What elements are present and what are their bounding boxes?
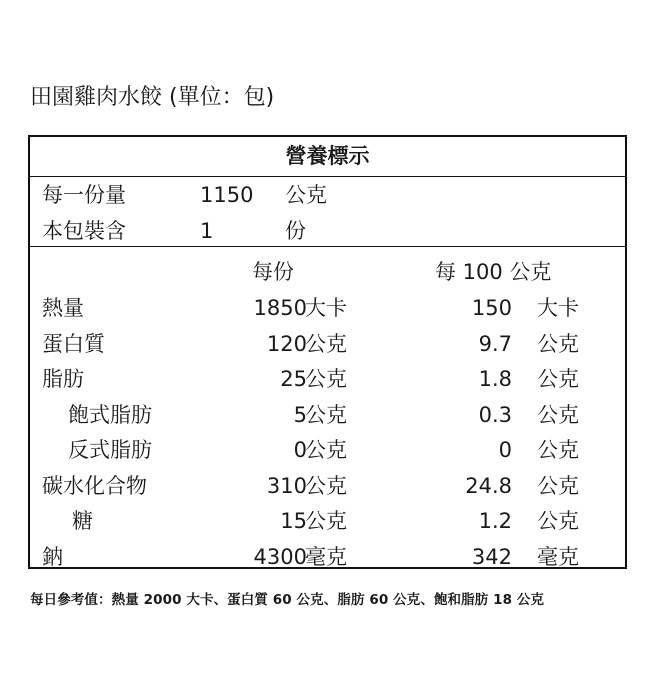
per-100g-unit: 公克 (537, 402, 579, 427)
nutrient-label: 蛋白質 (42, 331, 105, 356)
per-100g-value: 9.7 (478, 331, 512, 356)
per-100g-unit: 大卡 (537, 296, 579, 320)
per-serving-unit: 公克 (305, 438, 347, 462)
daily-reference-footnote: 每日參考值：熱量 2000 大卡、蛋白質 60 公克、脂肪 60 公克、飽和脂肪 18 公克 (30, 592, 545, 608)
per-serving-value: 120 (266, 331, 307, 356)
nutrient-row (30, 290, 625, 326)
nutrient-row (30, 503, 625, 539)
per-100g-unit: 公克 (537, 438, 579, 462)
per-100g-value: 342 (471, 544, 512, 569)
per-serving-unit: 公克 (305, 509, 347, 533)
per-serving-unit: 大卡 (305, 296, 347, 320)
servings-label: 本包裝含 (42, 219, 126, 243)
product-title: 田園雞肉水餃 (單位：包) (30, 85, 275, 110)
serving-size-label: 每一份量 (42, 183, 126, 207)
per-serving-value: 25 (280, 367, 307, 391)
per-serving-value: 4300 (253, 544, 307, 569)
nutrient-row (30, 432, 625, 468)
servings-unit: 份 (285, 219, 306, 243)
per-100g-unit: 公克 (537, 509, 579, 533)
nutrient-label: 糖 (72, 509, 93, 533)
per-100g-unit: 公克 (537, 473, 579, 498)
column-header-per-serving: 每份 (252, 260, 294, 284)
per-serving-value: 5 (293, 402, 307, 427)
nutrient-row (30, 326, 625, 362)
per-serving-unit: 毫克 (305, 544, 347, 569)
nutrient-label: 碳水化合物 (42, 473, 147, 498)
per-100g-value: 0 (498, 438, 512, 462)
per-serving-value: 1850 (253, 296, 307, 320)
per-serving-value: 15 (280, 509, 307, 533)
per-serving-unit: 公克 (305, 473, 347, 498)
per-100g-value: 150 (471, 296, 512, 320)
nutrient-row (30, 539, 625, 575)
servings-per-package-row (30, 213, 625, 249)
nutrition-facts-table (28, 135, 627, 569)
servings-value: 1 (200, 219, 214, 243)
nutrient-row (30, 397, 625, 433)
serving-size-value: 1150 (200, 183, 254, 207)
nutrient-label: 鈉 (42, 544, 63, 569)
nutrient-row (30, 361, 625, 397)
per-serving-unit: 公克 (305, 367, 347, 391)
per-100g-unit: 公克 (537, 331, 579, 356)
table-heading: 營養標示 (30, 137, 625, 177)
per-serving-value: 0 (293, 438, 307, 462)
serving-size-row (30, 177, 625, 213)
table-divider (30, 246, 625, 247)
per-100g-value: 24.8 (465, 473, 512, 498)
per-100g-value: 1.2 (478, 509, 512, 533)
per-100g-unit: 毫克 (537, 544, 579, 569)
per-100g-value: 1.8 (478, 367, 512, 391)
per-serving-unit: 公克 (305, 402, 347, 427)
serving-size-unit: 公克 (285, 183, 327, 207)
nutrient-label: 反式脂肪 (68, 438, 152, 462)
nutrient-label: 脂肪 (42, 367, 84, 391)
nutrient-label: 熱量 (42, 296, 84, 320)
per-100g-value: 0.3 (478, 402, 512, 427)
nutrient-row (30, 468, 625, 504)
nutrient-label: 飽式脂肪 (68, 402, 152, 427)
per-100g-unit: 公克 (537, 367, 579, 391)
column-header-per-100g: 每 100 公克 (435, 260, 552, 284)
per-serving-unit: 公克 (305, 331, 347, 356)
per-serving-value: 310 (266, 473, 307, 498)
